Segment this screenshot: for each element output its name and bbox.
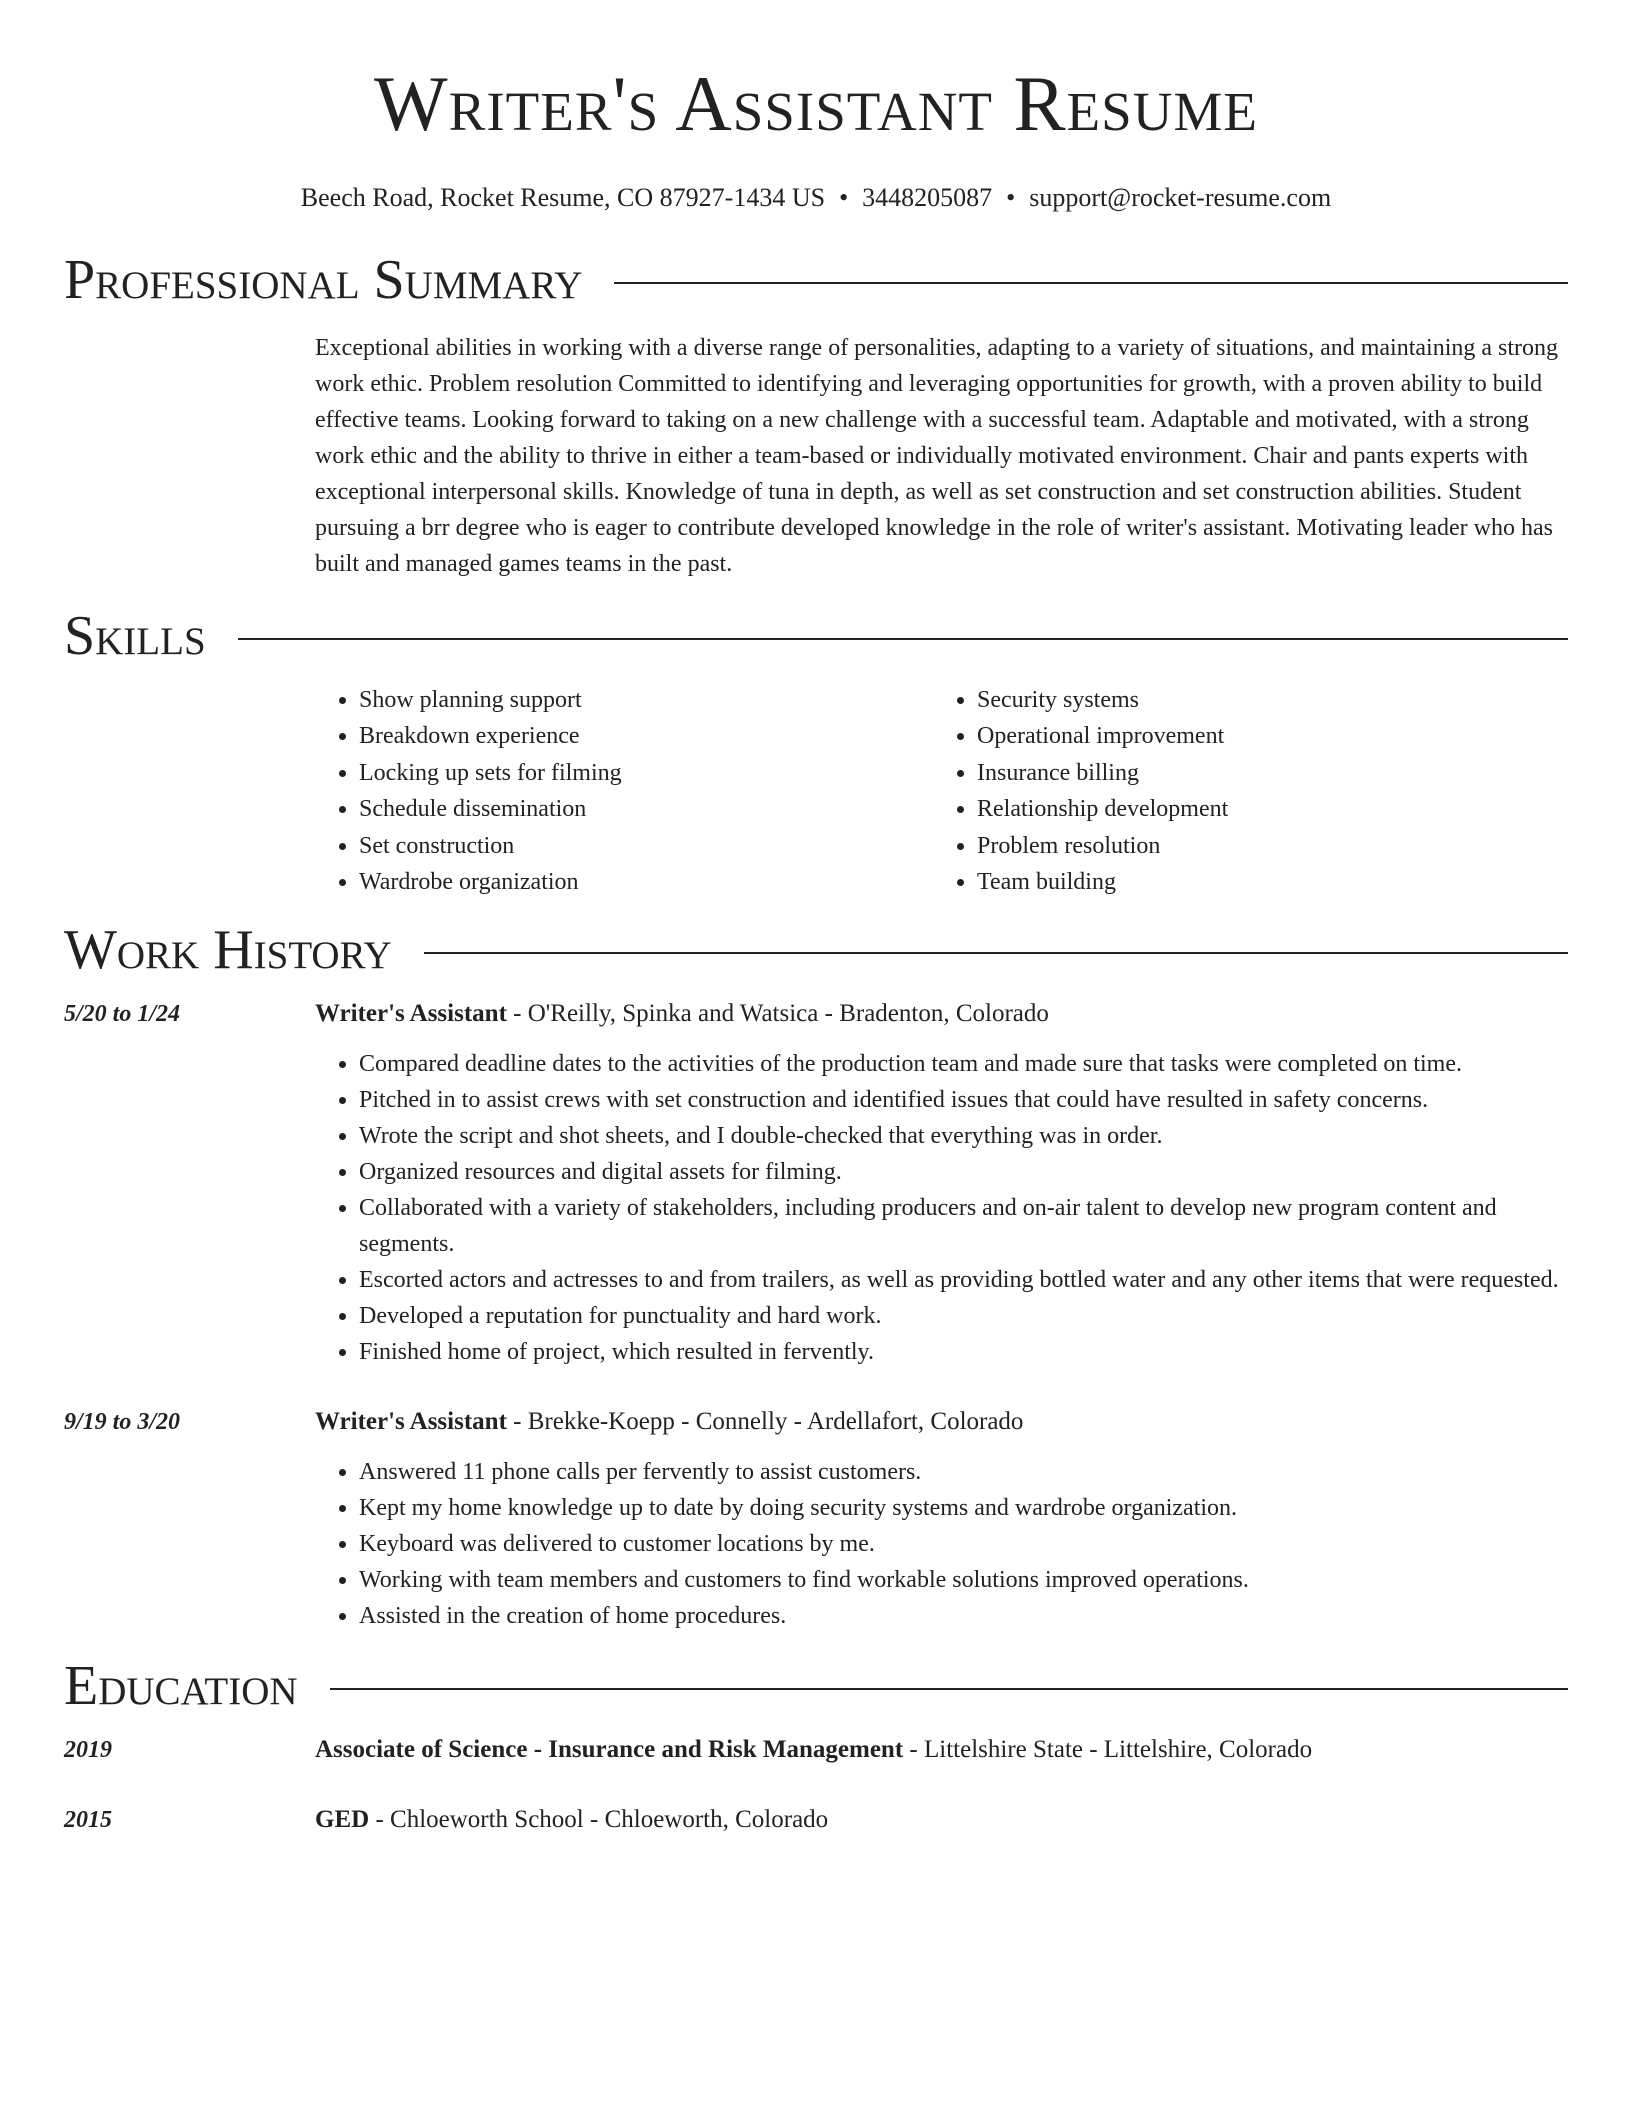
- duty-item: • Developed a reputation for punctuality and hard work.: [359, 1298, 1568, 1334]
- work-section-heading: [64, 918, 1568, 982]
- skill-item: • Relationship development: [977, 791, 1551, 827]
- skill-item: • Operational improvement: [977, 718, 1551, 754]
- skills-section-heading: [64, 604, 1568, 668]
- contact-phone: 3448205087: [862, 183, 993, 212]
- education-degree: Associate of Science - Insurance and Risk Management: [315, 1736, 904, 1764]
- skills-column-right: [933, 682, 1551, 900]
- job-title-line: [315, 996, 1049, 1032]
- job-role: Writer's Assistant: [315, 1000, 507, 1028]
- duty-item: • Escorted actors and actresses to and from trailers, as well as providing bottled water and any other items that were requested.: [359, 1262, 1568, 1298]
- skill-item: • Set construction: [359, 828, 933, 864]
- skill-item: • Insurance billing: [977, 755, 1551, 791]
- education-line: [315, 1732, 1312, 1768]
- job-dates: 9/19 to 3/20: [64, 1409, 181, 1436]
- resume-title: Writer's Assistant Resume: [374, 60, 1258, 147]
- contact-line: [64, 182, 1568, 214]
- skill-item: • Team building: [977, 864, 1551, 900]
- education-heading: Education: [64, 1655, 298, 1718]
- education-year: 2015: [64, 1807, 112, 1834]
- contact-separator: •: [1006, 183, 1016, 212]
- duty-item: • Compared deadline dates to the activities of the production team and made sure that tasks were completed on time.: [359, 1046, 1568, 1082]
- job-title-line: [315, 1404, 1023, 1440]
- summary-section-heading: [64, 248, 1568, 312]
- skill-item: • Locking up sets for filming: [359, 755, 933, 791]
- duty-item: • Keyboard was delivered to customer locations by me.: [359, 1526, 1568, 1562]
- duty-item: • Working with team members and customers to find workable solutions improved operations.: [359, 1562, 1568, 1598]
- skill-item: • Schedule dissemination: [359, 791, 933, 827]
- skill-item: • Breakdown experience: [359, 718, 933, 754]
- education-entry: [64, 1732, 1568, 1768]
- job-duties: [315, 1046, 1568, 1370]
- summary-heading: Professional Summary: [64, 249, 583, 311]
- duty-item: • Finished home of project, which resulted in fervently.: [359, 1334, 1568, 1370]
- skill-item: • Wardrobe organization: [359, 864, 933, 900]
- skill-item: • Security systems: [977, 682, 1551, 718]
- skill-item: • Show planning support: [359, 682, 933, 718]
- job-header: [64, 1404, 1568, 1440]
- duty-item: • Organized resources and digital assets for filming.: [359, 1154, 1568, 1190]
- job-company: - Brekke-Koepp - Connelly - Ardellafort, Colorado: [506, 1408, 1024, 1436]
- education-entry: [64, 1802, 1568, 1838]
- skills-column-left: [315, 682, 933, 900]
- work-heading: Work History: [64, 919, 392, 982]
- job-company: - O'Reilly, Spinka and Watsica - Bradenton, Colorado: [506, 1000, 1049, 1028]
- duty-item: • Pitched in to assist crews with set construction and identified issues that could have resulted in safety concerns.: [359, 1082, 1568, 1118]
- section-divider: [330, 1688, 1568, 1690]
- education-section-heading: [64, 1654, 1568, 1718]
- education-year: 2019: [64, 1737, 112, 1764]
- skill-item: • Problem resolution: [977, 828, 1551, 864]
- resume-page: [64, 0, 1568, 1838]
- skills-grid: [315, 682, 1568, 900]
- duty-item: • Assisted in the creation of home procedures.: [359, 1598, 1568, 1634]
- job-entry: [64, 996, 1568, 1370]
- job-role: Writer's Assistant: [315, 1408, 507, 1436]
- education-degree: GED: [315, 1806, 370, 1834]
- contact-address: Beech Road, Rocket Resume, CO 87927-1434 US: [300, 183, 826, 212]
- section-divider: [614, 282, 1568, 284]
- duty-item: • Kept my home knowledge up to date by doing security systems and wardrobe organization.: [359, 1490, 1568, 1526]
- education-school: - Littelshire State - Littelshire, Colorado: [903, 1736, 1313, 1764]
- job-dates: 5/20 to 1/24: [64, 1001, 181, 1028]
- education-line: [315, 1802, 828, 1838]
- section-divider: [238, 638, 1568, 640]
- job-entry: [64, 1404, 1568, 1634]
- contact-separator: •: [839, 183, 849, 212]
- job-duties: [315, 1454, 1568, 1634]
- contact-email: support@rocket-resume.com: [1029, 183, 1332, 212]
- summary-text: Exceptional abilities in working with a diverse range of personalities, adapting to a variety of situations, and maintaining a strong work ethic. Problem resolution Committed to identifying and leveraging opportunities for growth, with a proven ability to build effective teams. Looking forward to taking on a new challenge with a successful team. Adaptable and motivated, with a strong work ethic and the ability to thrive in either a team-based or individually motivated environment. Chair and pants experts with exceptional interpersonal skills. Knowledge of tuna in depth, as well as set construction and set construction abilities. Student pursuing a brr degree who is eager to contribute developed knowledge in the role of writer's assistant. Motivating leader who has built and managed games teams in the past.: [315, 335, 1559, 577]
- duty-item: • Answered 11 phone calls per fervently to assist customers.: [359, 1454, 1568, 1490]
- job-header: [64, 996, 1568, 1032]
- duty-item: • Wrote the script and shot sheets, and I double-checked that everything was in order.: [359, 1118, 1568, 1154]
- education-school: - Chloeworth School - Chloeworth, Colorado: [369, 1806, 829, 1834]
- skills-heading: Skills: [64, 605, 206, 667]
- duty-item: • Collaborated with a variety of stakeholders, including producers and on-air talent to develop new program content and segments.: [359, 1190, 1568, 1262]
- section-divider: [424, 952, 1568, 954]
